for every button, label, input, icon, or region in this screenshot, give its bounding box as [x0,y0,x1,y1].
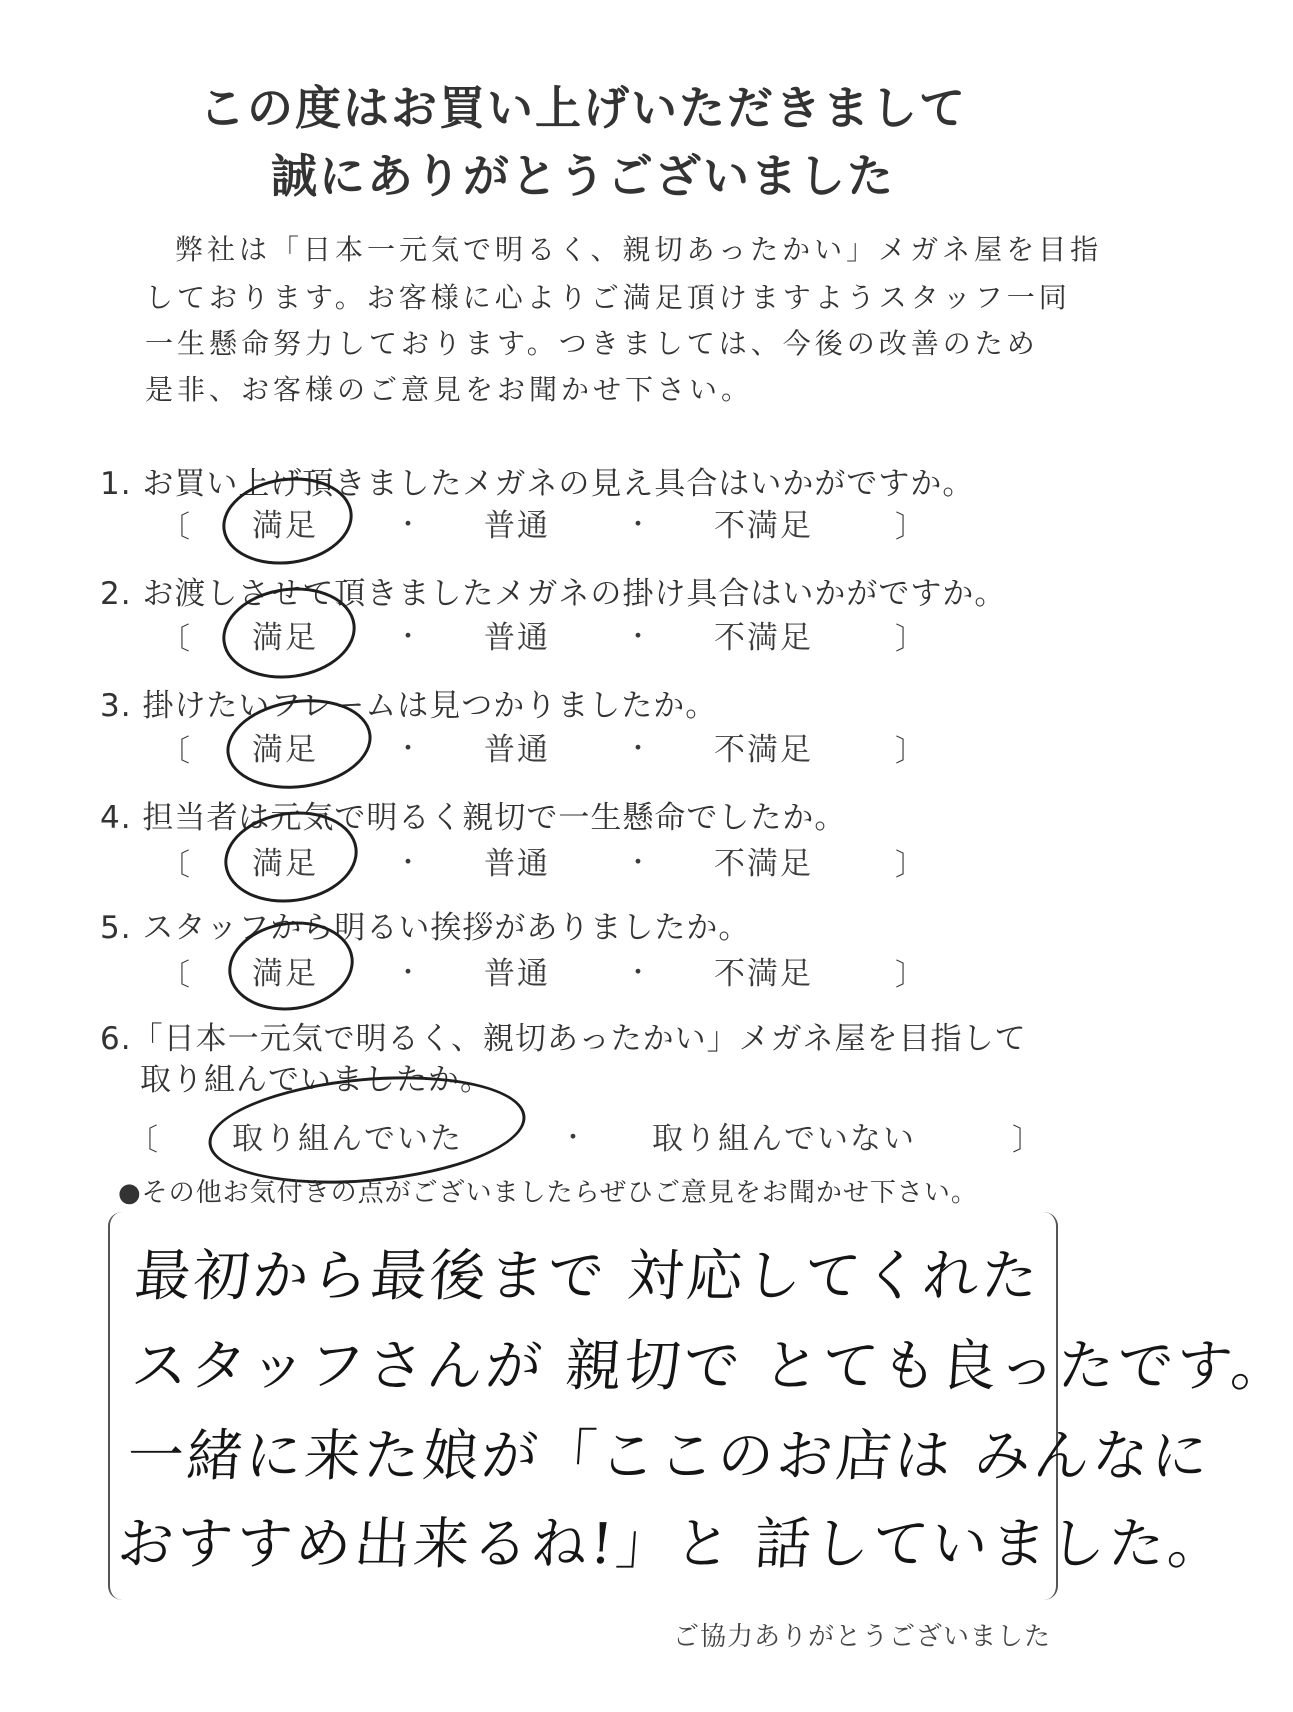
intro-line-4: 是非、お客様のご意見をお聞かせ下さい。 [145,373,754,406]
intro-line-2: しております。お客様に心よりご満足頂けますようスタッフ一同 [145,281,1071,314]
separator: ・ [395,958,422,988]
bracket-close: 〕 [895,622,925,657]
q3-option-dissatisfied[interactable]: 不満足 [714,732,813,768]
question-1-text: 1. お買い上げ頂きましたメガネの見え具合はいかがですか。 [100,466,975,502]
separator: ・ [625,848,652,878]
q1-option-dissatisfied[interactable]: 不満足 [714,508,813,544]
separator: ・ [625,958,652,988]
bracket-close: 〕 [895,958,925,993]
bracket-close: 〕 [895,510,925,545]
q1-option-normal[interactable]: 普通 [484,508,550,544]
comment-line-2: スタッフさんが 親切で とても良ったです。 [129,1334,1293,1399]
separator: ・ [625,734,652,764]
question-2-text: 2. お渡しさせて頂きましたメガネの掛け具合はいかがですか。 [100,576,1007,612]
closing-thanks: ご協力ありがとうございました [672,1622,1051,1652]
q2-option-normal[interactable]: 普通 [484,620,550,656]
question-5-text: 5. スタッフから明るい挨拶がありましたか。 [100,910,751,946]
bracket-close: 〕 [1012,1123,1042,1158]
comment-line-4: おすすめ出来るね!」と 話していました。 [115,1512,1229,1577]
q2-option-satisfied[interactable]: 満足 [252,620,318,656]
intro-line-1: 弊社は「日本一元気で明るく、親切あったかい」メガネ屋を目指 [175,233,1103,266]
separator: ・ [625,622,652,652]
q6-option-not-engaged[interactable]: 取り組んでいない [652,1121,916,1157]
comment-heading: ●その他お気付きの点がございましたらぜひご意見をお聞かせ下さい。 [118,1178,978,1208]
question-3-text: 3. 掛けたいフレームは見つかりましたか。 [100,688,718,724]
q5-option-dissatisfied[interactable]: 不満足 [714,956,813,992]
intro-line-3: 一生懸命努力しております。つきましては、今後の改善のため [145,327,1039,360]
separator: ・ [395,622,422,652]
bracket-open: 〔 [160,510,190,545]
bracket-close: 〕 [895,734,925,769]
separator: ・ [625,510,652,540]
q5-option-satisfied[interactable]: 満足 [252,956,318,992]
question-6-line-1: 6.「日本一元気で明るく、親切あったかい」メガネ屋を目指して [100,1021,1027,1057]
title-line-2: 誠にありがとうございました [271,149,895,203]
comment-line-3: 一緒に来た娘が「ここのお店は みんなに [125,1424,1213,1489]
comment-line-1: 最初から最後まで 対応してくれた [132,1244,1043,1309]
q3-option-normal[interactable]: 普通 [484,732,550,768]
q2-option-dissatisfied[interactable]: 不満足 [714,620,813,656]
question-4-text: 4. 担当者は元気で明るく親切で一生懸命でしたか。 [100,800,847,836]
bracket-open: 〔 [160,622,190,657]
q6-option-engaged[interactable]: 取り組んでいた [232,1121,463,1157]
q4-option-normal[interactable]: 普通 [484,846,550,882]
q4-option-dissatisfied[interactable]: 不満足 [714,846,813,882]
q1-option-satisfied[interactable]: 満足 [252,508,318,544]
bracket-open: 〔 [160,734,190,769]
separator: ・ [395,510,422,540]
q4-option-satisfied[interactable]: 満足 [252,846,318,882]
separator: ・ [560,1123,587,1153]
separator: ・ [395,848,422,878]
question-6-line-2: 取り組んでいましたか。 [140,1062,492,1098]
title-line-1: この度はお買い上げいただきまして [199,81,967,135]
bracket-open: 〔 [128,1123,158,1158]
q5-option-normal[interactable]: 普通 [484,956,550,992]
q3-option-satisfied[interactable]: 満足 [252,732,318,768]
bracket-open: 〔 [160,848,190,883]
bracket-open: 〔 [160,958,190,993]
bracket-close: 〕 [895,848,925,883]
separator: ・ [395,734,422,764]
